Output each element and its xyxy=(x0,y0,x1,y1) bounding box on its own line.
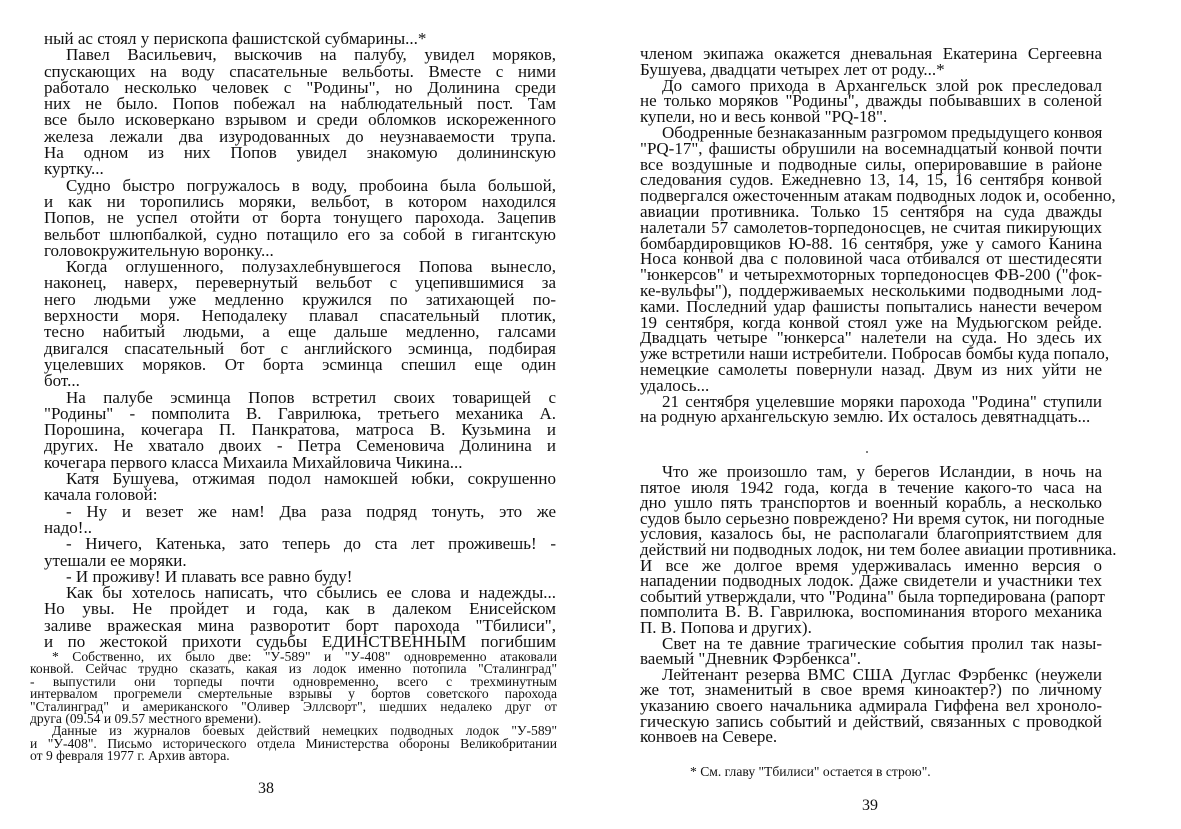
paragraph xyxy=(44,585,556,650)
text-line: головокружительную воронку... xyxy=(44,240,274,260)
text-line: - Ничего, Катенька, зато теперь до ста лет проживешь! - xyxy=(66,534,556,554)
text-line: На палубе эсминца Попов встретил своих товарищей с xyxy=(66,387,556,407)
text-line: от 9 февраля 1977 г. Архив автора. xyxy=(30,748,230,764)
paragraph xyxy=(30,651,557,725)
page-number-right: 39 xyxy=(862,797,878,814)
text-line: качала головой: xyxy=(44,485,158,505)
text-line: Лейтенант резерва ВМС США Дуглас Фэрбенкс (неужели xyxy=(662,664,1102,684)
paragraph xyxy=(640,122,1116,395)
paragraph xyxy=(44,501,556,537)
right-page xyxy=(590,0,1181,829)
text-line: налетали 57 самолетов-торпедоносцев, не считая пикирующих xyxy=(640,217,1102,237)
text-line: Павел Васильевич, выскочив на палубу, увидел моряков, xyxy=(66,45,556,65)
text-line: "PQ-17", фашисты обрушили на восемнадцатый конвой почти xyxy=(640,138,1102,158)
text-line: ный ас стоял у перископа фашистской субмарины...* xyxy=(44,29,427,48)
text-line: Свет на те давние трагические события пролил так назы- xyxy=(662,633,1102,653)
text-line: уцелевших моряков. От борта эсминца спешил еще один xyxy=(44,354,556,374)
text-line: и как ни торопились моряки, вельбот, в котором находился xyxy=(44,191,556,211)
text-line: Данные из журналов боевых действий немецких подводных лодок "У-589" xyxy=(52,723,557,739)
text-line: "Родины" - помполита В. Гаврилюка, третьего механика А. xyxy=(44,403,556,423)
text-line: не только моряков "Родины", дважды побывавших в соленой xyxy=(640,91,1102,111)
text-line: него людьми уже медленно кружился по затихающей по- xyxy=(44,289,556,309)
text-line: гическую запись событий и действий, связанных с проводкой xyxy=(640,711,1102,731)
text-line: удалось... xyxy=(640,375,710,395)
text-line: куртку... xyxy=(44,159,104,179)
text-line: 21 сентября уцелевшие моряки парохода "Родина" ступили xyxy=(662,391,1102,411)
page-number-left: 38 xyxy=(258,780,274,797)
right-page-body-section-2 xyxy=(640,462,1117,747)
text-line: Ободренные безнаказанным разгромом предыдущего конвоя xyxy=(662,122,1103,142)
text-line: ке-вульфы"), поддерживаемых несколькими подводными лод- xyxy=(640,280,1102,300)
text-line: условия, казалось бы, не располагали благоприятствием для xyxy=(640,524,1102,544)
paragraph xyxy=(668,766,1068,778)
text-line: - выпустили они торпеды почти одновременно, всего с трехминутным xyxy=(30,673,557,689)
paragraph xyxy=(30,725,557,762)
text-line: Что же произошло там, у берегов Исландии, в ночь на xyxy=(662,462,1102,481)
text-line: двигался спасательный бот с английского эсминца, подбирая xyxy=(44,338,556,358)
text-line: Бушуева, двадцати четырех лет от роду...* xyxy=(640,59,945,79)
text-line: интервалом прогремели смертельные взрывы у бортов советского парохода xyxy=(30,686,557,702)
paragraph xyxy=(44,536,556,569)
text-line: других. Не хватало двоих - Петра Семеновича Долинина и xyxy=(44,436,556,456)
text-line: конвоев на Севере. xyxy=(640,727,778,747)
paragraph xyxy=(640,462,1117,637)
text-line: нападении подводных лодок. Даже свидетели и участники тех xyxy=(640,571,1102,591)
text-line: следования судов. Ежедневно 13, 14, 15, 16 сентября конвой xyxy=(640,170,1102,190)
text-line: П. В. Попова и других). xyxy=(640,617,812,637)
text-line: надо!.. xyxy=(44,517,92,537)
text-line: - И проживу! И плавать все равно буду! xyxy=(66,566,353,586)
paragraph xyxy=(44,259,556,389)
text-line: дно ушло пять транспортов и военный корабль, а несколько xyxy=(640,493,1102,513)
right-page-body-section-1 xyxy=(640,44,1116,427)
text-line: И все же долгое время удерживалась именно версия о xyxy=(640,555,1102,575)
paragraph xyxy=(640,391,1102,427)
text-line: Когда оглушенного, полузахлебнувшегося Попова вынесло, xyxy=(66,257,556,277)
left-page xyxy=(0,0,590,829)
paragraph xyxy=(44,387,556,472)
text-line: событий утверждали, что "Родина" была торпедирована (рапорт xyxy=(640,586,1105,606)
text-line: действий ни подводных лодок, ни тем более авиации противника. xyxy=(640,539,1117,559)
text-line: * См. главу "Тбилиси" остается в строю". xyxy=(690,764,931,779)
text-line: друга (09.54 и 09.57 местного времени). xyxy=(30,711,262,727)
paragraph xyxy=(640,633,1102,669)
text-line: наконец, наверх, перевернутый вельбот с уцепившимися за xyxy=(44,273,556,293)
text-line: Попов, не успел отойти от борта тонущего парохода. Зацепив xyxy=(44,208,556,228)
text-line: все было исковеркано взрывом и среди обломков искореженного xyxy=(44,110,556,130)
text-line: 19 сентября, когда конвой стоял уже на Мудьюгском рейде. xyxy=(640,312,1102,332)
text-line: Носа конвой два с половиной часа отбивался от шестидесяти xyxy=(640,249,1102,269)
text-line: судов было серьезно повреждено? Ни время суток, ни погодные xyxy=(640,508,1105,528)
text-line: утешали ее моряки. xyxy=(44,550,187,570)
text-line: них не было. Попов побежал на наблюдательный пост. Там xyxy=(44,94,556,114)
paragraph xyxy=(640,664,1102,747)
text-line: немецкие самолеты повернули назад. Двум из них уйти не xyxy=(640,359,1102,379)
paragraph xyxy=(44,471,556,504)
section-separator xyxy=(866,451,868,453)
text-line: бомбардировщиков Ю-88. 16 сентября, уже у самого Канина xyxy=(640,233,1102,253)
text-line: "юнкерсов" и четырехмоторных торпедоносцев ФВ-200 ("фок- xyxy=(640,265,1102,285)
text-line: спускающих на воду спасательные вельботы. Вместе с ними xyxy=(44,61,556,81)
text-line: на родную архангельскую землю. Их осталось девятнадцать... xyxy=(640,407,1091,427)
text-line: тесно набитый людьми, а еще дальше медленно, галсами xyxy=(44,322,556,342)
text-line: "Сталинград" и американского "Оливер Эллсворт", шедших недалеко друг от xyxy=(30,698,557,714)
text-line: же тот, знаменитый в свое время киноактер?) по личному xyxy=(640,680,1102,700)
text-line: указанию своего начальника адмирала Гиффена вел хроноло- xyxy=(640,695,1102,715)
right-page-footnotes xyxy=(668,766,1068,778)
text-line: работало несколько человек с "Родины", но Долинина среди xyxy=(44,77,556,97)
paragraph xyxy=(44,175,556,260)
text-line: ваемый "Дневник Фэрбенкса". xyxy=(640,649,861,669)
text-line: конвой. Сейчас трудно сказать, какая из лодок именно потопила "Сталинград" xyxy=(30,661,557,677)
text-line: купели, но и весь конвой "PQ-18". xyxy=(640,107,888,127)
text-line: кочегара первого класса Михаила Михайловича Чикина... xyxy=(44,452,463,472)
text-line: На одном из них Попов увидел знакомую долининскую xyxy=(44,143,556,163)
text-line: железа лежали два изуродованных до неузнаваемости трупа. xyxy=(44,126,556,146)
text-line: - Ну и везет же нам! Два раза подряд тонуть, это же xyxy=(66,501,556,521)
left-page-footnotes xyxy=(30,651,557,763)
text-line: ками. Последний удар фашисты попытались нанести вечером xyxy=(640,296,1102,316)
text-line: Судно быстро погружалось в воду, пробоина была большой, xyxy=(66,175,556,195)
text-line: авиации противника. Только 15 сентября на суда дважды xyxy=(640,201,1102,221)
text-line: все воздушные и подводные силы, оперировавшие в районе xyxy=(640,154,1102,174)
text-line: Порошина, кочегара П. Панкратова, матроса В. Кузьмина и xyxy=(44,420,556,440)
text-line: помполита В. В. Гаврилюка, воспоминания второго механика xyxy=(640,602,1102,622)
text-line: членом экипажа окажется дневальная Екатерина Сергеевна xyxy=(640,44,1102,63)
text-line: До самого прихода в Архангельск злой рок преследовал xyxy=(662,75,1102,95)
text-line: Катя Бушуева, отжимая подол намокшей юбки, сокрушенно xyxy=(66,469,556,489)
text-line: верхности моря. Неподалеку плавал спасательный плотик, xyxy=(44,306,556,326)
left-page-body xyxy=(44,31,556,650)
text-line: вельбот шлюпбалкой, судно потащило его за собой в гигантскую xyxy=(44,224,556,244)
paragraph xyxy=(640,75,1102,127)
paragraph xyxy=(640,46,1102,78)
text-line: * Собственно, их было две: "У-589" и "У-408" одновременно атаковали xyxy=(52,649,557,664)
text-line: подвергался ожесточенным атакам подводных лодок и, особенно, xyxy=(640,186,1116,206)
text-line: бот... xyxy=(44,371,80,391)
text-line: Как бы хотелось написать, что сбылись ее слова и надежды... xyxy=(66,583,556,603)
text-line: пятое июля 1942 года, когда в течение какого-то часа на xyxy=(640,477,1102,497)
text-line: и по жестокой прихоти судьбы ЕДИНСТВЕННЫМ погибшим xyxy=(44,631,556,651)
text-line: Но увы. Не пройдет и года, как в далеком Енисейском xyxy=(44,599,556,619)
text-line: и "У-408". Письмо исторического отдела Министерства обороны Великобритании xyxy=(30,735,557,751)
text-line: заливе вражеская мина разворотит борт парохода "Тбилиси", xyxy=(44,615,556,635)
paragraph xyxy=(44,47,556,177)
text-line: уже встретили наши истребители. Побросав бомбы куда попало, xyxy=(640,344,1110,364)
text-line: Двадцать четыре "юнкерса" налетели на суда. Но здесь их xyxy=(640,328,1102,348)
